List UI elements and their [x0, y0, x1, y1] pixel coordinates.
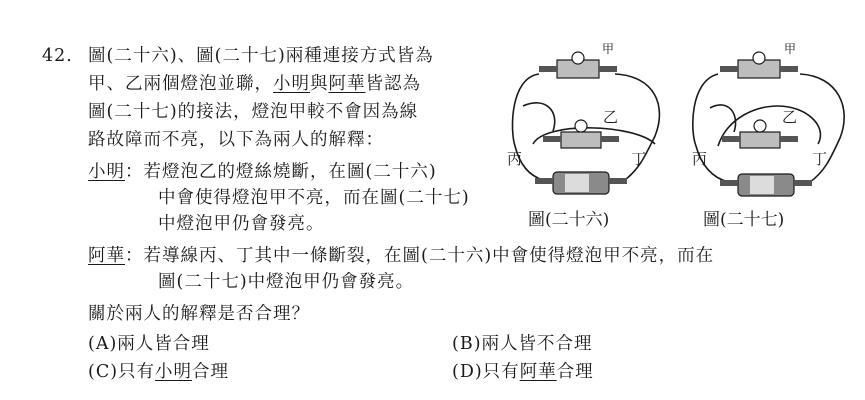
- fig27-bulb2-label: 乙: [782, 108, 798, 126]
- option-d-name: 阿華: [519, 362, 557, 382]
- ahua-label: 阿華: [88, 246, 125, 266]
- xiaoming-label: 小明: [88, 162, 125, 182]
- option-a[interactable]: (A)兩人皆合理: [88, 334, 210, 354]
- fig26-wire2-label: 丁: [631, 150, 647, 168]
- option-c-prefix: (C)只有: [88, 362, 156, 382]
- question-line-1: 圖(二十六)、圖(二十七)兩種連接方式皆為: [88, 46, 434, 66]
- question-line-2-a: 甲、乙兩個燈泡並聯，: [88, 74, 273, 94]
- option-d-suffix: 合理: [556, 362, 594, 382]
- figure-26-diagram: [505, 36, 675, 211]
- xiaoming-text-2: 中會使得燈泡甲不亮，而在圖(二十七): [158, 188, 470, 208]
- question-line-2-b: 皆認為: [365, 74, 421, 94]
- fig26-wire1-label: 丙: [507, 150, 523, 168]
- option-c-suffix: 合理: [192, 362, 230, 382]
- xiaoming-text-1: ：若燈泡乙的燈絲燒斷，在圖(二十六): [125, 162, 437, 182]
- ahua-explanation-1: [88, 244, 714, 268]
- fig27-wire1-label: 丙: [692, 150, 708, 168]
- figure-26-caption: 圖(二十六): [528, 210, 610, 230]
- word-and: 與: [310, 74, 329, 94]
- fig27-bulb1-label: 甲: [784, 42, 797, 56]
- xiaoming-explanation-1: [88, 160, 437, 184]
- ahua-text-1: ：若導線丙、丁其中一條斷裂，在圖(二十六)中會使得燈泡甲不亮，而在: [125, 246, 715, 266]
- option-d[interactable]: [452, 360, 594, 384]
- option-b[interactable]: (B)兩人皆不合理: [452, 334, 593, 354]
- option-c[interactable]: [88, 360, 229, 384]
- question-number: 42.: [42, 46, 73, 66]
- fig26-bulb1-label: 甲: [602, 42, 615, 56]
- ahua-text-2: 圖(二十七)中燈泡甲仍會發亮。: [158, 272, 415, 292]
- question-line-4: 路故障而不亮，以下為兩人的解釋：: [88, 130, 384, 150]
- fig27-wire2-label: 丁: [812, 150, 828, 168]
- name-xiaoming: 小明: [273, 74, 310, 94]
- question-line-3: 圖(二十七)的接法，燈泡甲較不會因為線: [88, 102, 419, 122]
- fig26-bulb2-label: 乙: [603, 108, 619, 126]
- question-prompt: 關於兩人的解釋是否合理？: [88, 304, 310, 324]
- name-ahua: 阿華: [328, 74, 366, 94]
- question-line-2: [88, 72, 421, 96]
- figure-27-diagram: [688, 36, 858, 211]
- option-c-name: 小明: [155, 362, 193, 382]
- figure-27-caption: 圖(二十七): [703, 210, 785, 230]
- xiaoming-text-3: 中燈泡甲仍會發亮。: [158, 214, 325, 234]
- option-d-prefix: (D)只有: [452, 362, 520, 382]
